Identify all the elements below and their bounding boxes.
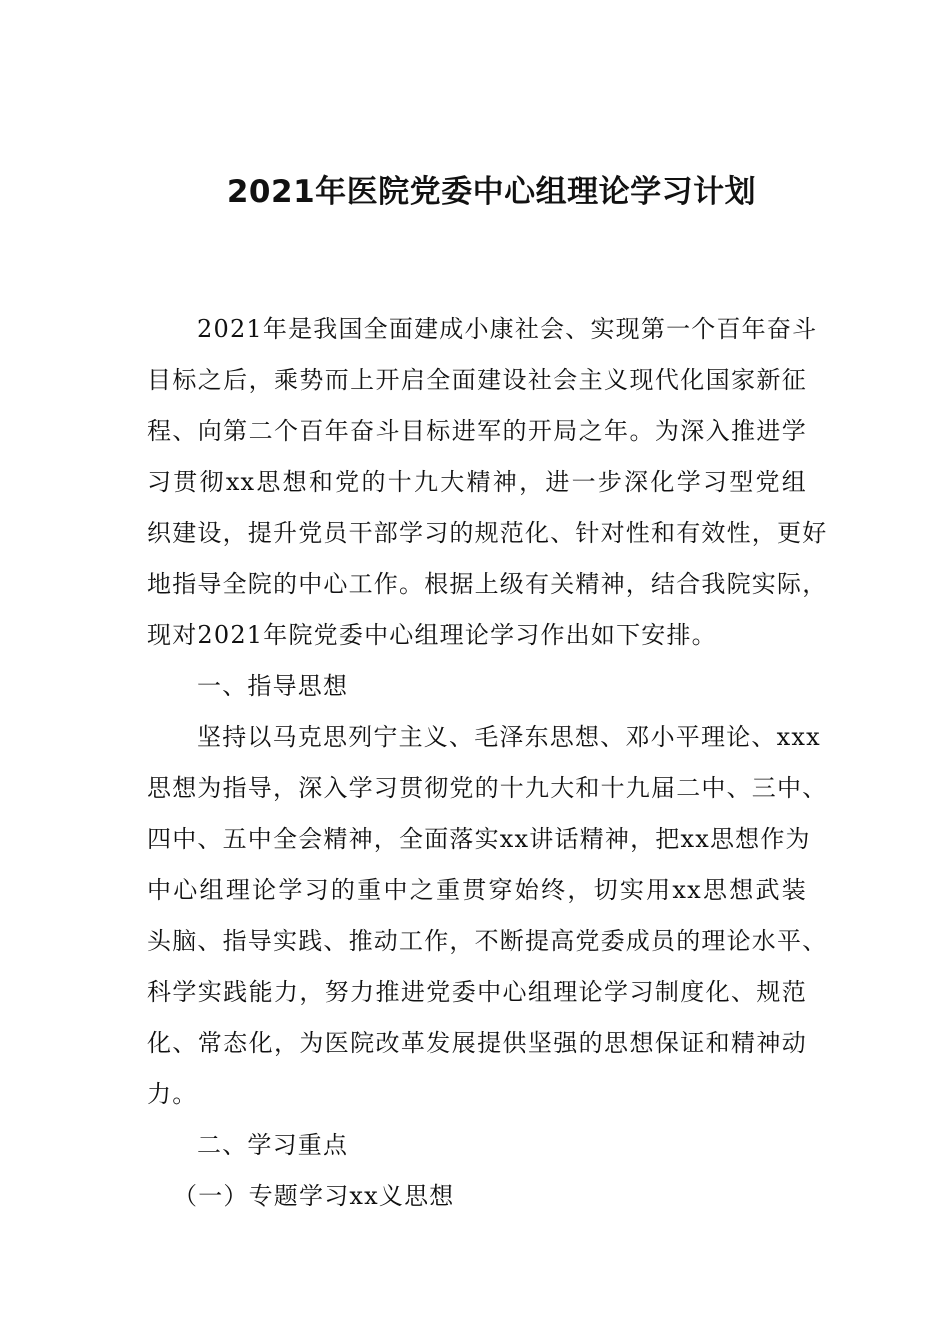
paragraph-line: 四中、五中全会精神，全面落实xx讲话精神，把xx思想作为 [147, 825, 811, 853]
section-heading-guiding-ideology: 一、指导思想 [197, 672, 349, 700]
paragraph-line: 目标之后，乘势而上开启全面建设社会主义现代化国家新征 [147, 366, 807, 394]
paragraph-line: 习贯彻xx思想和党的十九大精神，进一步深化学习型党组 [147, 468, 807, 496]
section-heading-study-focus: 二、学习重点 [197, 1131, 349, 1159]
paragraph-line: 头脑、指导实践、推动工作，不断提高党委成员的理论水平、 [147, 927, 828, 955]
subsection-heading-topic-study: （一）专题学习xx义思想 [173, 1182, 455, 1210]
paragraph-line: 地指导全院的中心工作。根据上级有关精神，结合我院实际， [147, 570, 828, 598]
paragraph-line: 思想为指导，深入学习贯彻党的十九大和十九届二中、三中、 [147, 774, 828, 802]
intro-paragraph [147, 304, 828, 661]
paragraph-line: 力。 [147, 1080, 198, 1108]
document-body [147, 304, 828, 1222]
paragraph-line: 织建设，提升党员干部学习的规范化、针对性和有效性，更好 [147, 519, 828, 547]
paragraph-line: 现对2021年院党委中心组理论学习作出如下安排。 [147, 621, 717, 649]
paragraph-line: 2021年是我国全面建成小康社会、实现第一个百年奋斗 [197, 315, 818, 343]
paragraph-line: 科学实践能力，努力推进党委中心组理论学习制度化、规范 [147, 978, 807, 1006]
guiding-ideology-paragraph [147, 712, 828, 1120]
paragraph-line: 程、向第二个百年奋斗目标进军的开局之年。为深入推进学 [147, 417, 807, 445]
paragraph-line: 坚持以马克思列宁主义、毛泽东思想、邓小平理论、xxx [197, 723, 821, 751]
document-title: 2021年医院党委中心组理论学习计划 [226, 174, 757, 210]
paragraph-line: 中心组理论学习的重中之重贯穿始终，切实用xx思想武装 [147, 876, 807, 904]
paragraph-line: 化、常态化，为医院改革发展提供坚强的思想保证和精神动 [147, 1029, 807, 1057]
